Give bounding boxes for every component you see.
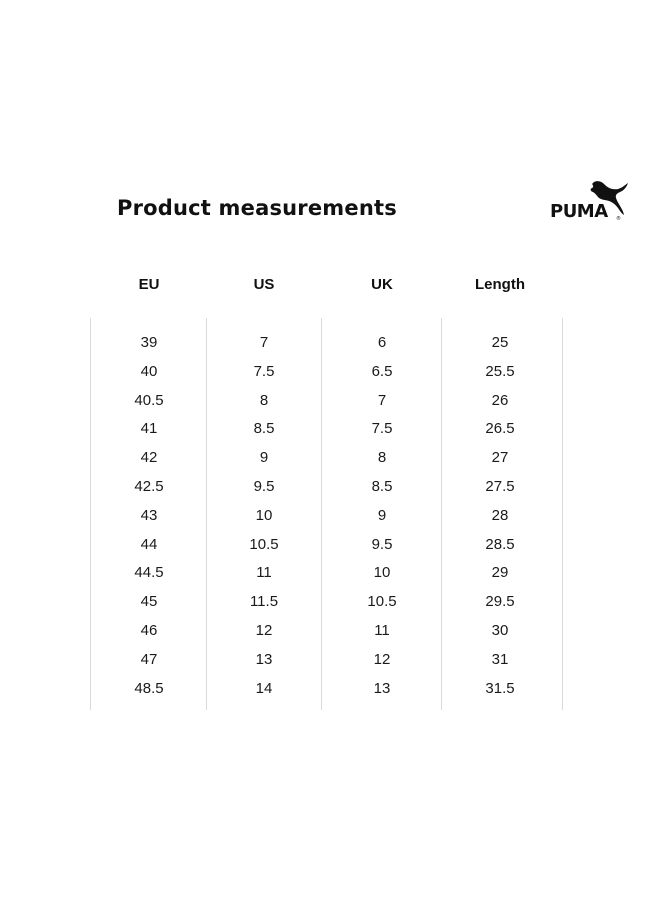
- cell-length: 30: [491, 622, 509, 639]
- cell-us: 9: [259, 449, 269, 467]
- cell-us: 11: [256, 564, 272, 582]
- cell-eu: 41: [140, 420, 158, 438]
- cell-us: 11.5: [249, 593, 279, 611]
- cell-length: 29: [491, 564, 509, 582]
- page-title: Product measurements: [117, 196, 397, 220]
- cell-us: 8: [259, 391, 269, 409]
- cell-length: 27: [491, 449, 509, 467]
- cell-us: 10.5: [249, 535, 279, 553]
- cell-uk: 7: [377, 391, 387, 409]
- puma-wordmark: PUMA: [550, 201, 608, 222]
- column-divider: [321, 318, 322, 710]
- cell-us: 9.5: [253, 478, 275, 495]
- cell-eu: 46: [140, 622, 158, 639]
- cell-us: 7: [259, 334, 269, 351]
- column-header-length: Length: [475, 276, 525, 293]
- column-divider: [562, 318, 563, 710]
- puma-logo: [548, 180, 632, 226]
- cell-length: 25: [491, 334, 509, 351]
- column-header-us: US: [253, 276, 275, 293]
- cell-length: 26: [491, 391, 509, 409]
- puma-logo-graphic: [548, 180, 632, 226]
- column-divider: [441, 318, 442, 710]
- cell-uk: 6.5: [371, 362, 393, 380]
- column-header-uk: UK: [371, 276, 393, 293]
- column-divider: [206, 318, 207, 710]
- cell-uk: 13: [373, 679, 391, 697]
- column-header-eu: EU: [138, 276, 160, 293]
- cell-us: 14: [255, 679, 273, 697]
- cell-eu: 39: [140, 334, 158, 351]
- cell-us: 12: [255, 622, 273, 639]
- cell-eu: 40: [140, 362, 158, 380]
- cell-length: 27.5: [485, 478, 515, 495]
- cell-uk: 8.5: [371, 478, 393, 495]
- cell-length: 28: [491, 506, 509, 524]
- cell-length: 31.5: [485, 679, 515, 697]
- cell-eu: 45: [140, 593, 158, 611]
- cell-eu: 42: [140, 449, 158, 467]
- cell-us: 8.5: [253, 420, 275, 438]
- column-divider: [90, 318, 91, 710]
- cell-eu: 43: [140, 506, 158, 524]
- cell-eu: 47: [140, 650, 158, 668]
- cell-length: 25.5: [485, 362, 515, 380]
- cell-uk: 10.5: [367, 593, 397, 611]
- cell-us: 13: [255, 650, 273, 668]
- cell-eu: 44.5: [134, 564, 164, 582]
- cell-eu: 40.5: [134, 391, 164, 409]
- cell-length: 31: [491, 650, 509, 668]
- cell-eu: 48.5: [134, 679, 164, 697]
- cell-eu: 42.5: [134, 478, 164, 495]
- cell-uk: 6: [377, 334, 387, 351]
- cell-uk: 10: [373, 564, 391, 582]
- cell-uk: 8: [377, 449, 387, 467]
- cell-length: 28.5: [485, 535, 515, 553]
- cell-us: 7.5: [253, 362, 275, 380]
- cell-uk: 9.5: [371, 535, 393, 553]
- cell-uk: 9: [377, 506, 387, 524]
- cell-length: 26.5: [485, 420, 515, 438]
- registered-mark: ®: [616, 216, 621, 222]
- cell-uk: 11: [374, 622, 390, 639]
- cell-uk: 7.5: [371, 420, 393, 438]
- cell-uk: 12: [373, 650, 391, 668]
- cell-us: 10: [255, 506, 273, 524]
- cell-length: 29.5: [485, 593, 515, 611]
- cell-eu: 44: [140, 535, 158, 553]
